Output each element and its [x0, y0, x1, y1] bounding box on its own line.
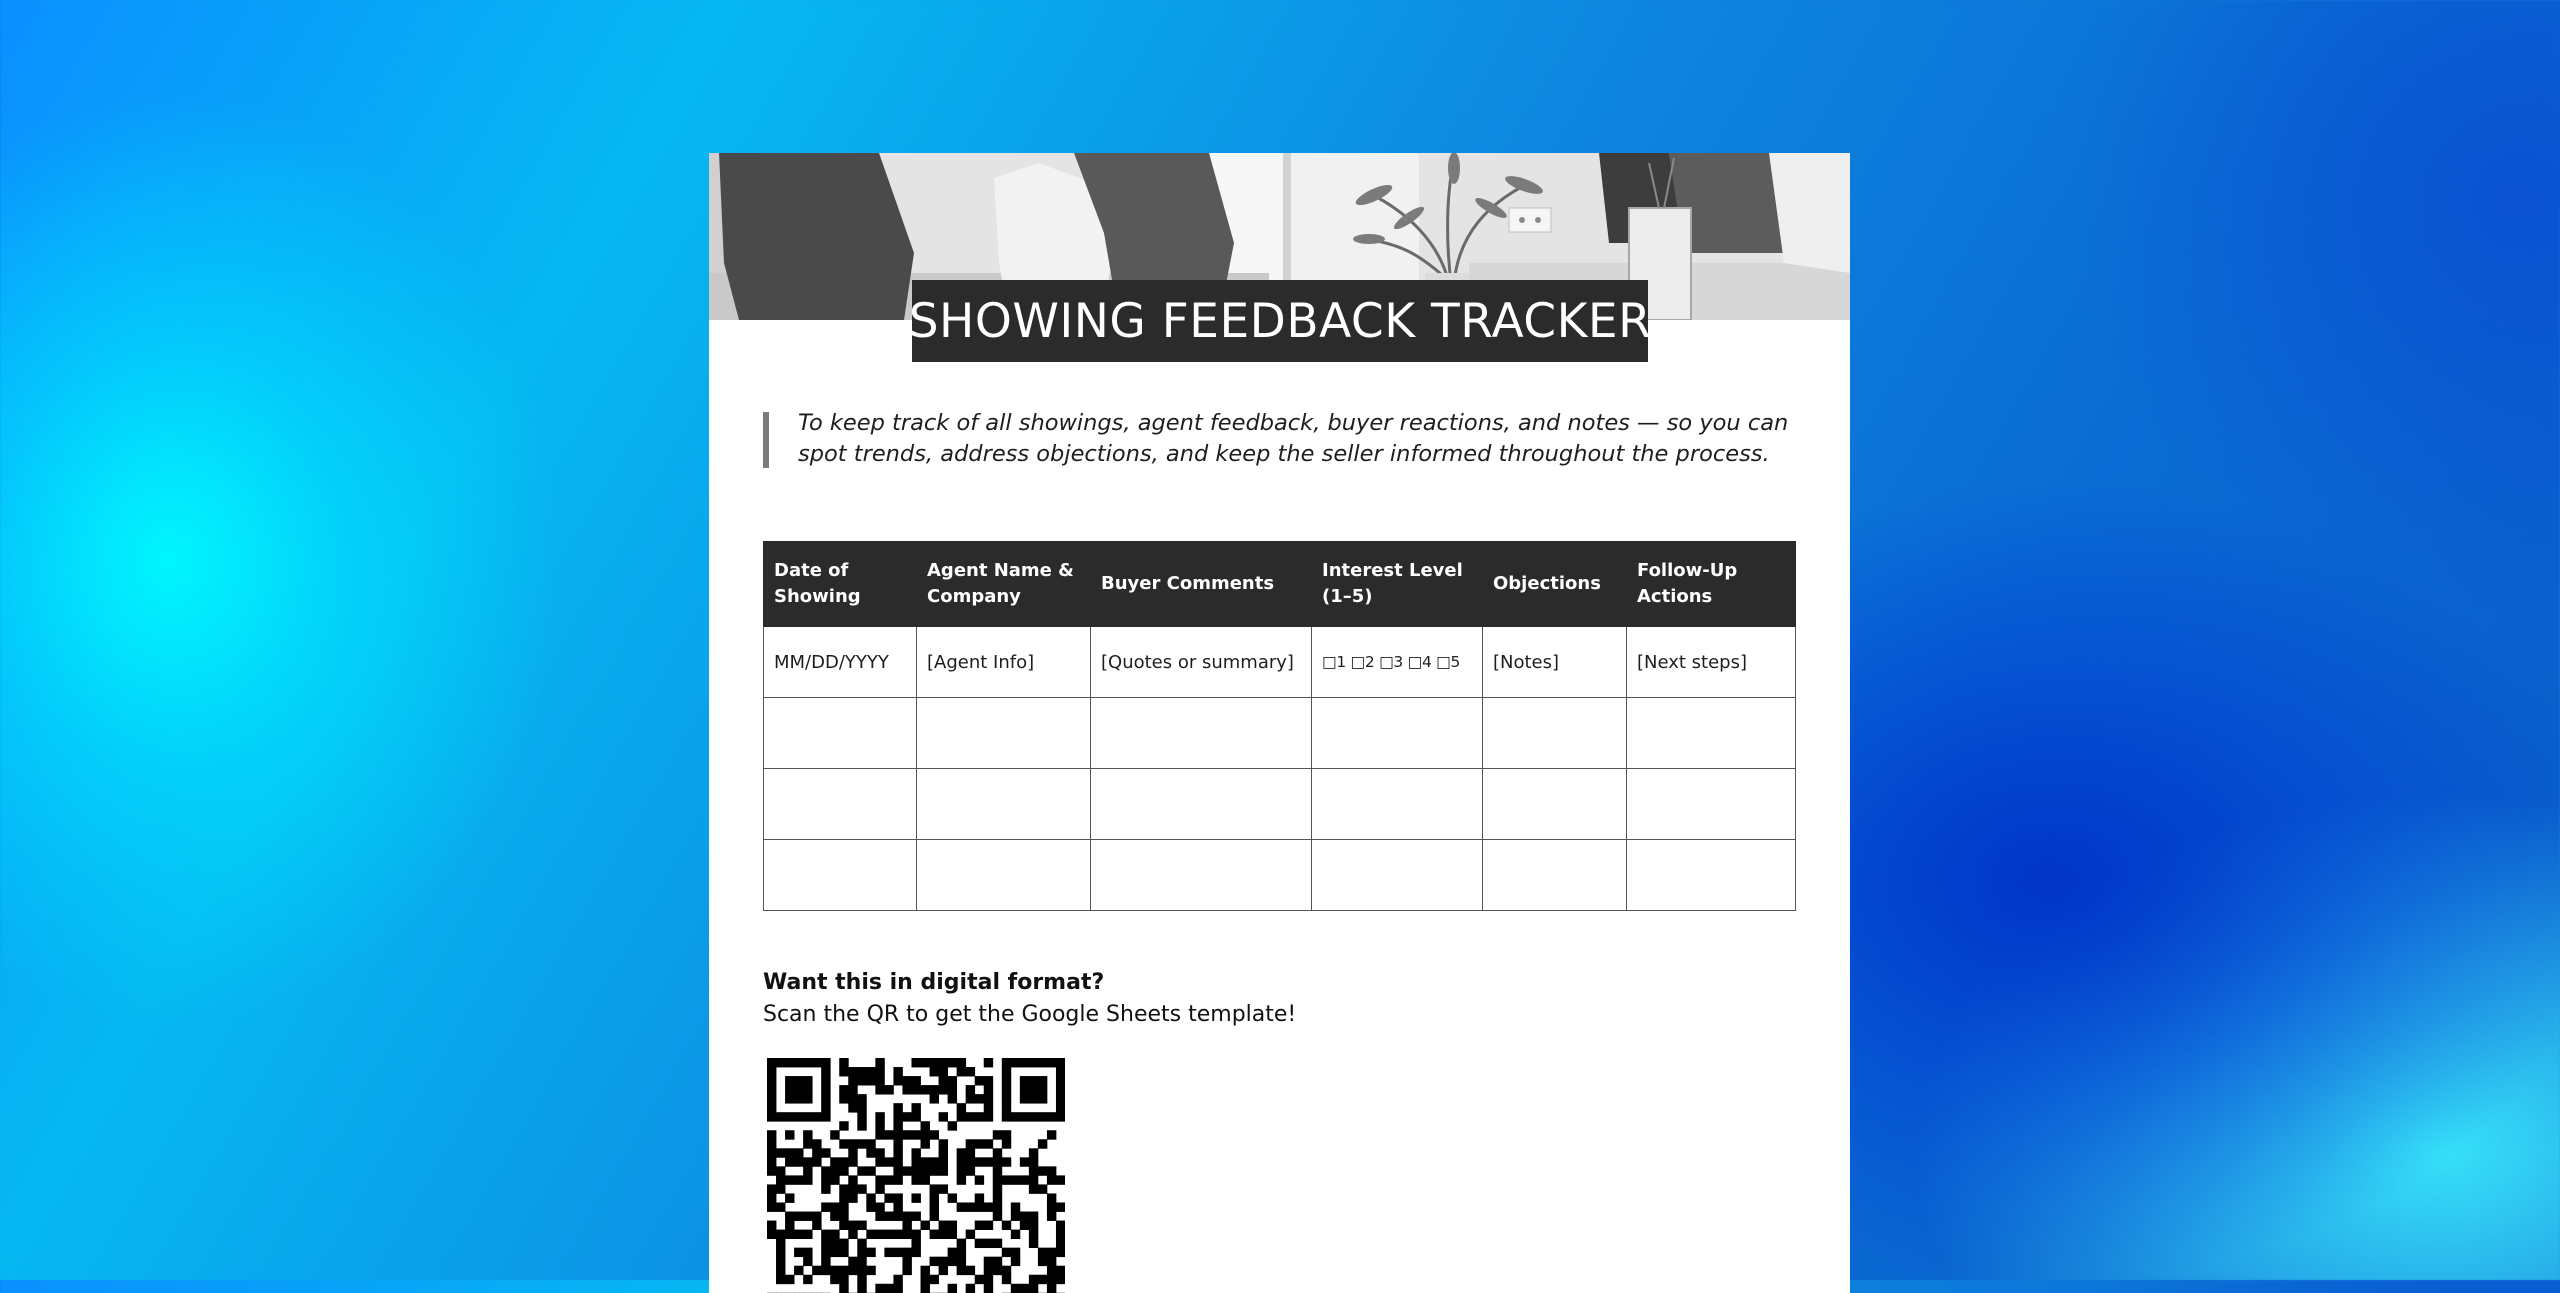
table-cell[interactable]	[1091, 698, 1312, 769]
title-banner	[912, 280, 1648, 362]
table-cell[interactable]	[1091, 840, 1312, 911]
table-cell[interactable]	[1312, 840, 1483, 911]
table-row	[764, 627, 1796, 698]
table-cell[interactable]	[917, 840, 1091, 911]
table-cell[interactable]	[1483, 769, 1627, 840]
page-title: SHOWING FEEDBACK TRACKER	[909, 294, 1652, 349]
qr-code-icon[interactable]	[767, 1058, 1065, 1293]
digital-format-note	[763, 967, 1463, 1031]
digital-format-question: Want this in digital format?	[763, 967, 1463, 999]
interest-checkboxes[interactable]: □1 □2 □3 □4 □5	[1312, 627, 1483, 698]
table-cell[interactable]	[1483, 840, 1627, 911]
header-buyer-comments: Buyer Comments	[1091, 542, 1312, 627]
table-cell[interactable]	[1312, 698, 1483, 769]
header-agent-name-company: Agent Name & Company	[917, 542, 1091, 627]
header-interest-level: Interest Level (1–5)	[1312, 542, 1483, 627]
table-cell[interactable]: [Agent Info]	[917, 627, 1091, 698]
table-cell[interactable]	[917, 769, 1091, 840]
table-header-row	[764, 542, 1796, 627]
table-cell[interactable]: [Next steps]	[1627, 627, 1796, 698]
table-cell[interactable]	[764, 769, 917, 840]
table-cell[interactable]	[764, 698, 917, 769]
table-row	[764, 698, 1796, 769]
table-cell[interactable]	[764, 840, 917, 911]
table-cell[interactable]	[1483, 698, 1627, 769]
header-follow-up-actions: Follow-Up Actions	[1627, 542, 1796, 627]
table-cell[interactable]: [Quotes or summary]	[1091, 627, 1312, 698]
digital-format-instruction: Scan the QR to get the Google Sheets template!	[763, 999, 1463, 1031]
document-page	[709, 153, 1850, 1293]
header-date-of-showing: Date of Showing	[764, 542, 917, 627]
table-cell[interactable]	[1627, 840, 1796, 911]
table-cell[interactable]	[1627, 698, 1796, 769]
table-cell[interactable]	[1312, 769, 1483, 840]
table-cell[interactable]: [Notes]	[1483, 627, 1627, 698]
table-cell[interactable]: MM/DD/YYYY	[764, 627, 917, 698]
feedback-table	[763, 541, 1796, 911]
intro-text: To keep track of all showings, agent feedback, buyer reactions, and notes — so you can spot trends, address objections, and keep the seller informed throughout the process.	[798, 408, 1803, 470]
table-cell[interactable]	[1091, 769, 1312, 840]
intro-blockquote	[763, 408, 1803, 468]
header-objections: Objections	[1483, 542, 1627, 627]
table-row	[764, 769, 1796, 840]
table-row	[764, 840, 1796, 911]
table-cell[interactable]	[1627, 769, 1796, 840]
quote-bar	[763, 412, 769, 468]
table-cell[interactable]	[917, 698, 1091, 769]
